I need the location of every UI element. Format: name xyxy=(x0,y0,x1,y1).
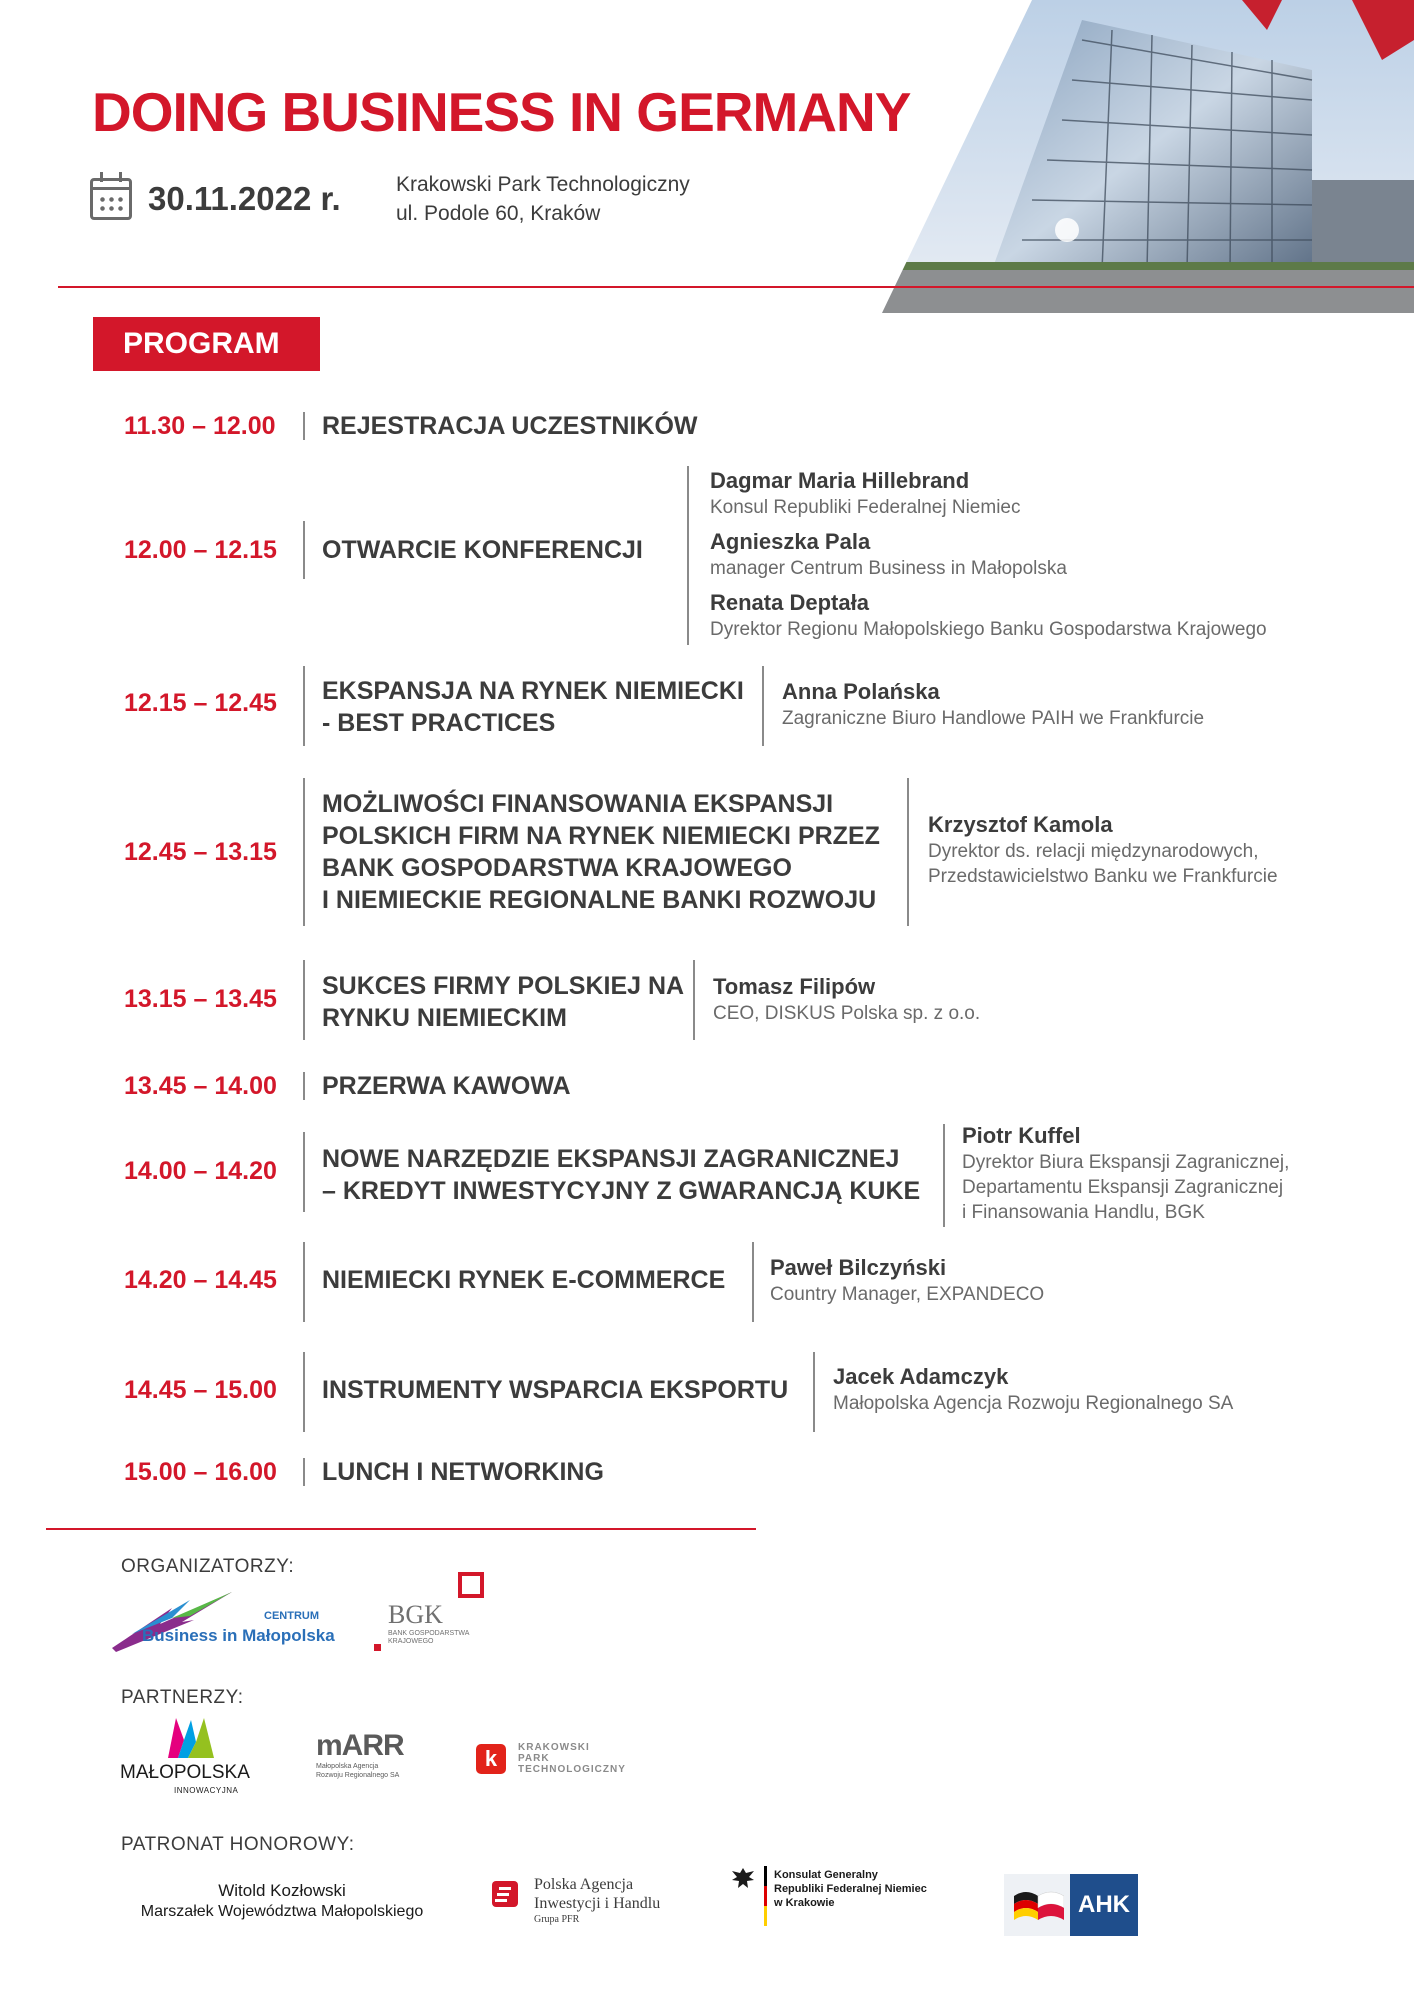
agenda-divider xyxy=(303,1072,305,1100)
topic-line: POLSKICH FIRM NA RYNEK NIEMIECKI PRZEZ xyxy=(322,822,880,850)
paih-icon xyxy=(492,1881,518,1907)
malopolska-innowacyjna-logo xyxy=(120,1718,260,1800)
agenda-time: 12.15 – 12.45 xyxy=(124,689,277,717)
speaker-role: i Finansowania Handlu, BGK xyxy=(962,1202,1205,1223)
program-heading: PROGRAM xyxy=(93,317,320,371)
kpt-k-icon: k xyxy=(476,1744,506,1774)
agenda-divider xyxy=(303,521,305,579)
agenda-topic xyxy=(322,1374,788,1406)
topic-line: LUNCH I NETWORKING xyxy=(322,1458,604,1486)
agenda-time: 12.00 – 12.15 xyxy=(124,536,277,564)
agenda-time: 13.45 – 14.00 xyxy=(124,1072,277,1100)
event-venue xyxy=(396,170,690,228)
agenda-time: 14.00 – 14.20 xyxy=(124,1157,277,1185)
topic-line: MOŻLIWOŚCI FINANSOWANIA EKSPANSJI xyxy=(322,790,834,818)
paih-line: Inwestycji i Handlu xyxy=(534,1895,661,1912)
patron-title: Marszałek Województwa Małopolskiego xyxy=(140,1903,424,1920)
speaker-role: CEO, DISKUS Polska sp. z o.o. xyxy=(713,1003,981,1024)
consulate-name xyxy=(774,1868,927,1910)
patron-name: Witold Kozłowski xyxy=(218,1881,346,1900)
event-date: 30.11.2022 r. xyxy=(148,180,341,217)
agenda-topic xyxy=(322,1456,604,1488)
agenda-time: 14.20 – 14.45 xyxy=(124,1266,277,1294)
footer-divider xyxy=(46,1528,756,1530)
speaker-list xyxy=(833,1363,1233,1416)
marr-logo xyxy=(316,1730,426,1792)
speaker-list xyxy=(782,678,1204,731)
speaker-list xyxy=(962,1122,1289,1225)
venue-name: Krakowski Park Technologiczny xyxy=(396,173,690,196)
speaker-name: Anna Polańska xyxy=(782,679,940,704)
agenda-time: 11.30 – 12.00 xyxy=(124,412,276,440)
agenda-divider xyxy=(303,1242,305,1322)
agenda-divider xyxy=(303,1458,305,1486)
speaker-role: Przedstawicielstwo Banku we Frankfurcie xyxy=(928,866,1278,887)
topic-line: – KREDYT INWESTYCYJNY Z GWARANCJĄ KUKE xyxy=(322,1177,921,1205)
mi-line2: INNOWACYJNA xyxy=(174,1786,239,1795)
topic-line: SUKCES FIRMY POLSKIEJ NA xyxy=(322,972,685,1000)
speaker-role: Dyrektor Regionu Małopolskiego Banku Gospodarstwa Krajowego xyxy=(710,619,1267,640)
agenda-topic xyxy=(322,788,880,916)
organizers-label: ORGANIZATORZY: xyxy=(121,1556,295,1577)
mi-m-icon xyxy=(168,1718,214,1758)
patronage-label: PATRONAT HONOROWY: xyxy=(121,1834,355,1855)
cbm-name-text: Business in Małopolska xyxy=(142,1626,335,1645)
agenda-topic xyxy=(322,534,643,566)
agenda-topic xyxy=(322,1070,571,1102)
topic-line: RYNKU NIEMIECKIM xyxy=(322,1004,567,1032)
speaker-role: Konsul Republiki Federalnej Niemiec xyxy=(710,497,1021,518)
marr-line: Małopolska Agencja xyxy=(316,1763,379,1770)
cbm-logo xyxy=(112,1590,335,1652)
kpt-logo xyxy=(476,1740,676,1780)
agenda-time: 13.15 – 13.45 xyxy=(124,985,277,1013)
speaker-name: Piotr Kuffel xyxy=(962,1123,1081,1148)
mi-line1: MAŁOPOLSKA xyxy=(120,1762,250,1783)
speaker-role: Zagraniczne Biuro Handlowe PAIH we Frankfurcie xyxy=(782,708,1205,729)
agenda-topic xyxy=(322,1264,725,1296)
calendar-icon xyxy=(90,178,132,220)
marr-abbr: mARR xyxy=(316,1729,404,1762)
speaker-name: Agnieszka Pala xyxy=(710,529,871,554)
topic-line: REJESTRACJA UCZESTNIKÓW xyxy=(322,412,698,440)
paih-name xyxy=(534,1875,660,1926)
topic-line: EKSPANSJA NA RYNEK NIEMIECKI xyxy=(322,677,744,705)
agenda-divider xyxy=(303,1352,305,1432)
speaker-divider xyxy=(813,1352,815,1432)
agenda-time: 14.45 – 15.00 xyxy=(124,1376,277,1404)
ahk-text: AHK xyxy=(1070,1874,1138,1936)
topic-line: OTWARCIE KONFERENCJI xyxy=(322,536,643,564)
agenda-time: 12.45 – 13.15 xyxy=(124,838,277,866)
speaker-divider xyxy=(907,778,909,926)
topic-line: I NIEMIECKIE REGIONALNE BANKI ROZWOJU xyxy=(322,886,877,914)
speaker-divider xyxy=(762,666,764,746)
agenda-divider xyxy=(303,666,305,746)
speaker-list xyxy=(928,811,1278,889)
speaker-name: Dagmar Maria Hillebrand xyxy=(710,468,970,493)
partners-label: PARTNERZY: xyxy=(121,1687,244,1708)
speaker-role: manager Centrum Business in Małopolska xyxy=(710,558,1067,579)
kpt-line: KRAKOWSKI xyxy=(518,1742,590,1753)
speaker-name: Jacek Adamczyk xyxy=(833,1364,1009,1389)
consulate-line: Republiki Federalnej Niemiec xyxy=(774,1883,927,1895)
topic-line: NIEMIECKI RYNEK E-COMMERCE xyxy=(322,1266,726,1294)
bgk-square-icon xyxy=(458,1572,484,1598)
bgk-abbr: BGK xyxy=(388,1600,443,1629)
cbm-top-text: CENTRUM xyxy=(264,1610,319,1622)
speaker-role: Country Manager, EXPANDECO xyxy=(770,1284,1045,1305)
speaker-role: Dyrektor ds. relacji międzynarodowych, xyxy=(928,841,1259,862)
topic-line: NOWE NARZĘDZIE EKSPANSJI ZAGRANICZNEJ xyxy=(322,1145,900,1173)
marr-fullname xyxy=(316,1762,426,1780)
speaker-role: Dyrektor Biura Ekspansji Zagranicznej, xyxy=(962,1152,1290,1173)
kpt-line: TECHNOLOGICZNY xyxy=(518,1764,626,1775)
marr-line: Rozwoju Regionalnego SA xyxy=(316,1772,400,1779)
bgk-fullname xyxy=(388,1630,469,1646)
speaker-divider xyxy=(693,960,695,1040)
bgk-line: BANK GOSPODARSTWA xyxy=(388,1630,470,1637)
speaker-name: Renata Deptała xyxy=(710,590,869,615)
paih-logo xyxy=(490,1875,690,1931)
speaker-divider xyxy=(752,1242,754,1322)
agenda-topic xyxy=(322,1143,920,1207)
topic-line: INSTRUMENTY WSPARCIA EKSPORTU xyxy=(322,1376,789,1404)
topic-line: BANK GOSPODARSTWA KRAJOWEGO xyxy=(322,854,792,882)
patron-person xyxy=(122,1880,442,1922)
paih-group: Grupa PFR xyxy=(534,1914,580,1925)
speaker-name: Tomasz Filipów xyxy=(713,974,876,999)
speaker-divider xyxy=(687,466,689,645)
bgk-dot-icon xyxy=(374,1644,381,1651)
bgk-line: KRAJOWEGO xyxy=(388,1638,434,1645)
speaker-role: Małopolska Agencja Rozwoju Regionalnego SA xyxy=(833,1393,1234,1414)
event-title: DOING BUSINESS IN GERMANY xyxy=(92,81,911,143)
speaker-divider xyxy=(943,1124,945,1227)
agenda-divider xyxy=(303,778,305,926)
eagle-icon xyxy=(730,1866,756,1892)
speaker-name: Paweł Bilczyński xyxy=(770,1255,947,1280)
header-divider xyxy=(58,286,1414,288)
kpt-line: PARK xyxy=(518,1753,550,1764)
topic-line: PRZERWA KAWOWA xyxy=(322,1072,571,1100)
agenda-divider xyxy=(303,960,305,1040)
bgk-logo xyxy=(372,1568,497,1656)
kpt-name xyxy=(518,1742,626,1775)
topic-line: - BEST PRACTICES xyxy=(322,709,556,737)
agenda-divider xyxy=(303,412,305,440)
agenda-time: 15.00 – 16.00 xyxy=(124,1458,277,1486)
building-photo xyxy=(882,0,1414,313)
agenda-topic xyxy=(322,675,744,739)
ahk-logo xyxy=(1004,1874,1138,1936)
agenda-topic xyxy=(322,410,698,442)
consulate-line: Konsulat Generalny xyxy=(774,1869,878,1881)
paih-line: Polska Agencja xyxy=(534,1876,634,1893)
speaker-name: Krzysztof Kamola xyxy=(928,812,1113,837)
de-pl-flag-icon xyxy=(1014,1886,1064,1926)
agenda-topic xyxy=(322,970,684,1034)
consulate-logo xyxy=(730,1866,950,1946)
speaker-list xyxy=(770,1254,1044,1307)
agenda-divider xyxy=(303,1132,305,1212)
speaker-list xyxy=(713,973,980,1026)
speaker-list xyxy=(710,467,1267,642)
venue-address: ul. Podole 60, Kraków xyxy=(396,202,601,225)
consulate-line: w Krakowie xyxy=(774,1897,835,1909)
speaker-role: Departamentu Ekspansji Zagranicznej xyxy=(962,1177,1284,1198)
